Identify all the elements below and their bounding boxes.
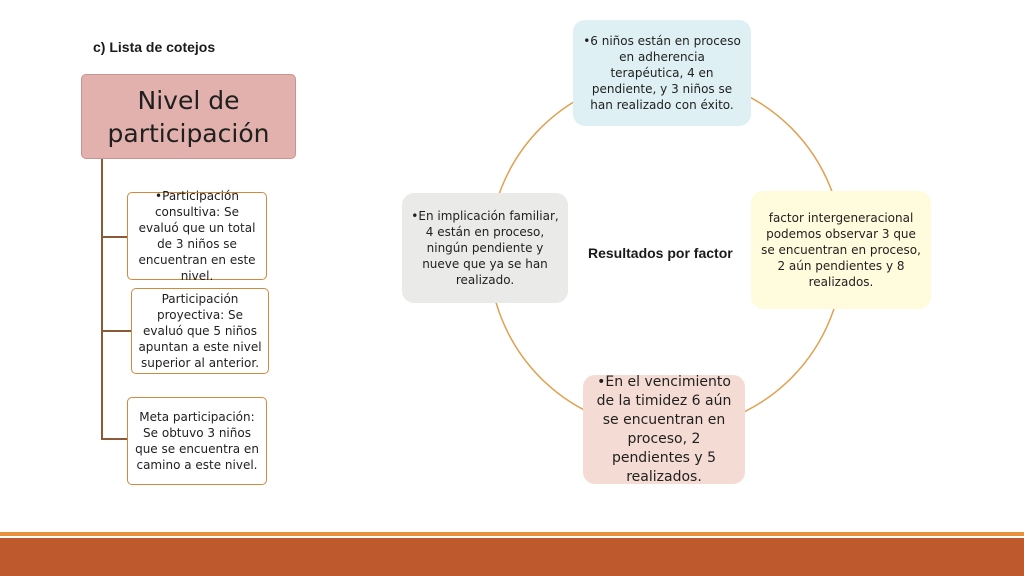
footer-accent-line xyxy=(0,532,1024,536)
cycle-node-adherencia xyxy=(573,20,751,126)
cycle-node-text: •6 niños están en proceso en adherencia terapéutica, 4 en pendiente, y 3 niños se han realizado con éxito. xyxy=(583,34,741,112)
cycle-node-implicacion-familiar xyxy=(402,193,568,303)
footer-band xyxy=(0,538,1024,576)
cycle-node-timidez xyxy=(583,375,745,484)
hierarchy-title: Nivel de participación xyxy=(107,85,270,148)
cycle-node-intergeneracional xyxy=(751,191,931,309)
cycle-node-text: factor intergeneracional podemos observar 3 que se encuentran en proceso, 2 aún pendientes y 8 realizados. xyxy=(761,211,921,289)
cycle-node-text: •En implicación familiar, 4 están en proceso, ningún pendiente y nueve que ya se han realizado. xyxy=(411,209,559,287)
section-label: c) Lista de cotejos xyxy=(93,39,216,55)
hierarchy-item-text: •Participación consultiva: Se evaluó que un total de 3 niños se encuentran en este nivel. xyxy=(138,189,256,283)
cycle-center-label: Resultados por factor xyxy=(588,245,733,261)
hierarchy-item-text: Meta participación: Se obtuvo 3 niños que se encuentra en camino a este nivel. xyxy=(135,410,259,472)
cycle-node-text: •En el vencimiento de la timidez 6 aún se encuentran en proceso, 2 pendientes y 5 realizados. xyxy=(596,373,732,485)
hierarchy-item-text: Participación proyectiva: Se evaluó que 5 niños apuntan a este nivel superior al anterior. xyxy=(138,292,262,370)
